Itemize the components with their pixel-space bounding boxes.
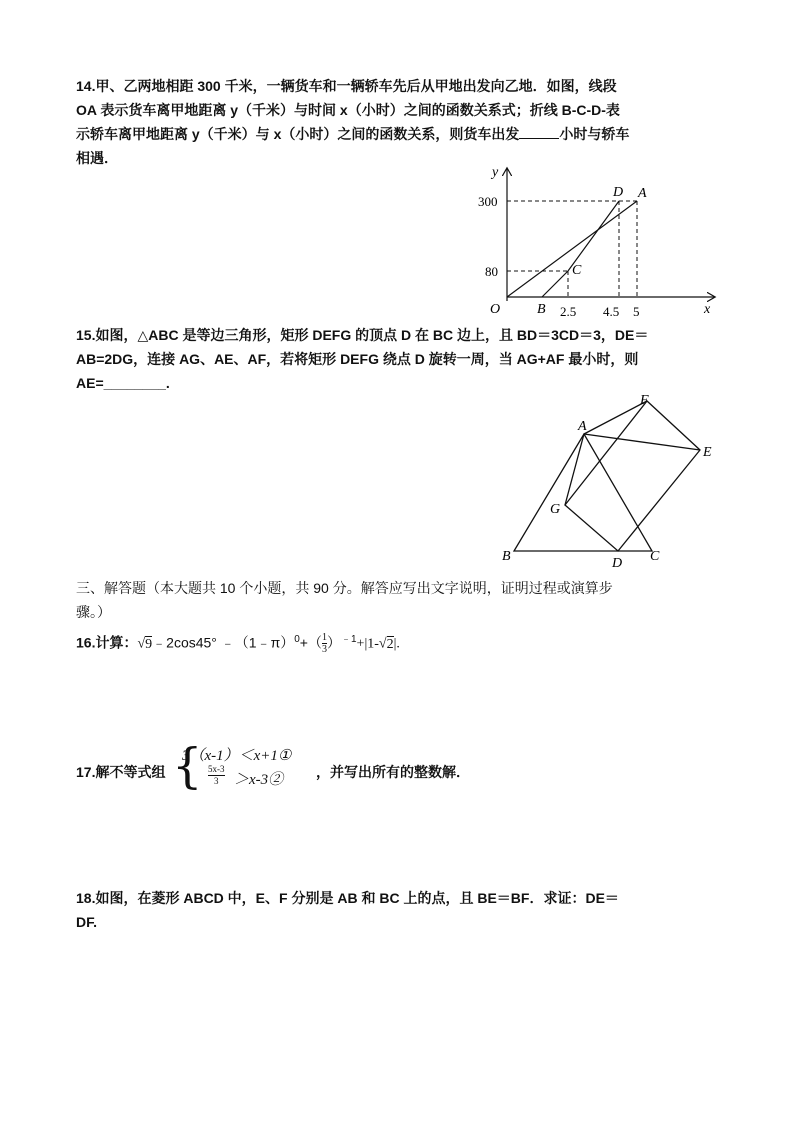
q17-fraction: 5x-3 3 (208, 764, 225, 786)
q14-answer-blank[interactable] (519, 124, 559, 139)
q16-sqrt-2: √2 (378, 636, 394, 652)
q16-exp0: 0 (294, 634, 300, 645)
graph-label-x25: 2.5 (560, 304, 577, 319)
graph-label-y: y (492, 165, 499, 180)
q14-line1: 14.甲、乙两地相距 300 千米，一辆货车和一辆轿车先后从甲地出发向乙地．如图，线段 (76, 78, 617, 94)
segment-ae (584, 434, 700, 450)
graph-label-300: 300 (478, 194, 498, 209)
graph-label-origin: O (490, 302, 501, 317)
fig-label-d: D (612, 556, 623, 568)
q16-close: ） (326, 634, 341, 651)
q16-text (76, 626, 718, 659)
q15-line2: AB=2DG，连接 AG、AE、AF，若将矩形 DEFG 绕点 D 旋转一周，当 AG+AF 最小时，则 (76, 351, 639, 367)
q16-abs-start: +|1- (356, 636, 379, 652)
q18-line1: 18.如图，在菱形 ABCD 中，E、F 分别是 AB 和 BC 上的点，且 BE＝BF．求证：DE＝ (76, 890, 619, 906)
section3-header (76, 576, 718, 624)
q14-line3-end: 小时与轿车 (559, 126, 630, 142)
q15-text (76, 323, 718, 395)
q17-ineq2: ＞x-3② (234, 772, 284, 788)
graph-label-x5: 5 (633, 304, 640, 319)
q17-block (76, 738, 718, 804)
q14-line4: 相遇． (76, 150, 118, 166)
fig-label-f: F (640, 393, 649, 408)
section3-line1: 三、解答题（本大题共 10 个小题，共 90 分。解答应写出文字说明，证明过程或演算步 (76, 580, 613, 596)
graph-label-a: A (638, 186, 647, 201)
graph-label-d: D (613, 185, 624, 200)
q16-fraction: $\frac{1}{3}$ (321, 632, 327, 656)
graph-label-80: 80 (485, 264, 498, 279)
fig-label-g: G (550, 502, 561, 517)
fig-label-a: A (578, 419, 587, 434)
triangle-abc (514, 434, 652, 551)
q17-suffix: ，并写出所有的整数解． (316, 764, 470, 780)
q17-brace: { (172, 738, 203, 794)
q17-ineq1: 3（x-1）＜x+1① (182, 748, 292, 764)
q16-prefix: 16.计算： (76, 634, 138, 651)
polyline-bcd (542, 201, 619, 297)
segment-af (584, 401, 647, 434)
graph-label-c: C (572, 263, 582, 278)
q14-line3-start: 示轿车离甲地距离 y（千米）与 x（小时）之间的函数关系，则货车出发 (76, 126, 520, 142)
fig-label-e: E (703, 445, 712, 460)
q14-line2: OA 表示货车离甲地距离 y（千米）与时间 x（小时）之间的函数关系式；折线 B-C-D-表 (76, 102, 620, 118)
q16-expm1: ﹣1 (340, 634, 357, 645)
graph-label-b: B (537, 302, 546, 317)
graph-label-x45: 4.5 (603, 304, 620, 319)
q18-text (76, 886, 718, 934)
q14-line3 (76, 122, 718, 146)
q16-plus1: +（ (299, 634, 322, 651)
q18-line2: DF. (76, 914, 97, 930)
q14-text (76, 74, 718, 170)
graph-label-x: x (704, 302, 711, 317)
section3-line2: 骤。） (76, 604, 111, 620)
q17-prefix: 17.解不等式组 (76, 764, 166, 780)
segment-oa (507, 201, 637, 297)
fig-label-c: C (650, 549, 660, 564)
fig-label-b: B (502, 549, 511, 564)
q16-part2: ﹣2cos45° ﹣（1﹣π） (152, 634, 295, 651)
segment-ag (565, 434, 584, 505)
q15-figure (498, 392, 720, 568)
q16-sqrt-9: √9 (137, 636, 153, 652)
q16-end: |. (393, 636, 400, 652)
q15-line1: 15.如图，△ABC 是等边三角形，矩形 DEFG 的顶点 D 在 BC 边上，且 BD＝3CD＝3，DE＝ (76, 327, 649, 343)
q15-line3: AE=________. (76, 375, 170, 391)
q14-graph (478, 163, 720, 321)
